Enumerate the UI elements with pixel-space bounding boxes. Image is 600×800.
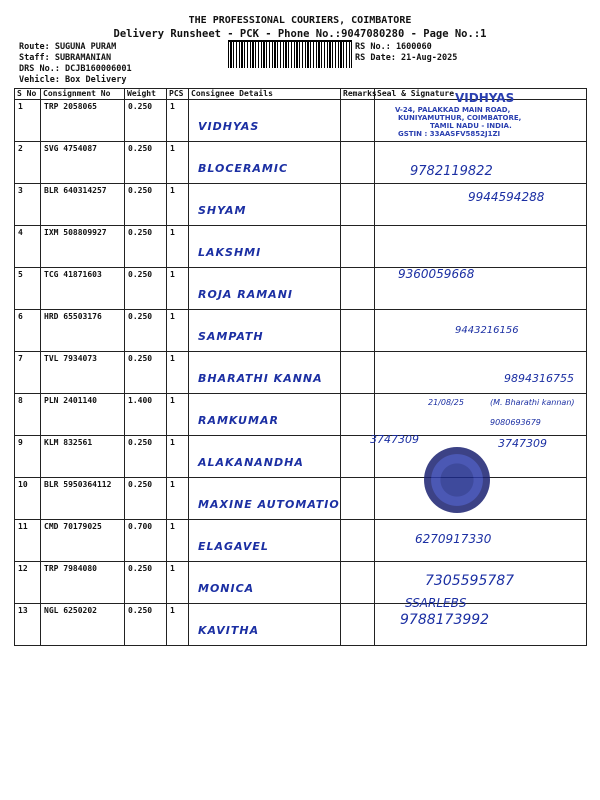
- row-weight: 0.250: [125, 268, 167, 310]
- runsheet-meta-left: [19, 42, 132, 86]
- row-remarks: [341, 268, 375, 310]
- row-sno: 5: [15, 268, 41, 310]
- handwritten-consignee-name: BLOCERAMIC: [198, 162, 289, 175]
- stamp-address-3: TAMIL NADU - INDIA.: [430, 122, 512, 130]
- table-row: [15, 268, 587, 310]
- phone-row-2: 9782119822: [410, 164, 493, 179]
- table-row: [15, 226, 587, 268]
- row-pcs: 1: [167, 100, 189, 142]
- col-pcs: PCS: [167, 89, 189, 100]
- row-weight: 0.250: [125, 310, 167, 352]
- row-consignment-no: PLN 2401140: [41, 394, 125, 436]
- phone-row-7: 9894316755: [504, 372, 574, 385]
- table-row: [15, 520, 587, 562]
- row-consignment-no: CMD 70179025: [41, 520, 125, 562]
- round-seal-image: [424, 447, 490, 513]
- row-consignment-no: BLR 640314257: [41, 184, 125, 226]
- row-sno: 11: [15, 520, 41, 562]
- row-consignment-no: KLM 832561: [41, 436, 125, 478]
- row-remarks: [341, 562, 375, 604]
- row-consignment-no: IXM 508809927: [41, 226, 125, 268]
- row-consignment-no: TCG 41871603: [41, 268, 125, 310]
- vehicle-field: Vehicle: Box Delivery: [19, 75, 127, 85]
- handwritten-consignee-name: ROJA RAMANI: [198, 288, 293, 301]
- row-pcs: 1: [167, 226, 189, 268]
- row-sno: 3: [15, 184, 41, 226]
- row-consignee: [189, 604, 341, 646]
- row-consignment-no: TVL 7934073: [41, 352, 125, 394]
- row-remarks: [341, 520, 375, 562]
- row-consignment-no: BLR 5950364112: [41, 478, 125, 520]
- handwritten-consignee-name: ALAKANANDHA: [198, 456, 304, 469]
- name-row-13: SSARLEBS: [405, 596, 467, 610]
- row-pcs: 1: [167, 184, 189, 226]
- row-consignee: [189, 184, 341, 226]
- row-consignee: [189, 520, 341, 562]
- row-consignee: [189, 436, 341, 478]
- table-row: [15, 352, 587, 394]
- row-sno: 1: [15, 100, 41, 142]
- row-sno: 7: [15, 352, 41, 394]
- row-weight: 0.250: [125, 226, 167, 268]
- row-sno: 4: [15, 226, 41, 268]
- row-remarks: [341, 310, 375, 352]
- row-pcs: 1: [167, 268, 189, 310]
- row-weight: 0.700: [125, 520, 167, 562]
- row-consignment-no: TRP 2058065: [41, 100, 125, 142]
- row-sno: 8: [15, 394, 41, 436]
- phone-row-6: 9443216156: [455, 325, 519, 336]
- row-weight: 1.400: [125, 394, 167, 436]
- row-pcs: 1: [167, 604, 189, 646]
- row-consignee: [189, 268, 341, 310]
- row-sno: 10: [15, 478, 41, 520]
- barcode-image: [228, 42, 352, 68]
- row-weight: 0.250: [125, 100, 167, 142]
- row-pcs: 1: [167, 310, 189, 352]
- row-pcs: 1: [167, 352, 189, 394]
- stamp-address-2: KUNIYAMUTHUR, COIMBATORE,: [398, 114, 522, 122]
- receiver-row-8: (M. Bharathi kannan): [490, 398, 575, 407]
- handwritten-consignee-name: LAKSHMI: [198, 246, 262, 259]
- runsheet-meta-right: [355, 42, 457, 64]
- runsheet-table: [14, 88, 587, 646]
- phone-row-12: 7305595787: [425, 573, 515, 589]
- handwritten-consignee-name: VIDHYAS: [198, 120, 260, 133]
- row-remarks: [341, 226, 375, 268]
- handwritten-consignee-name: SAMPATH: [198, 330, 264, 343]
- row-weight: 0.250: [125, 436, 167, 478]
- row-weight: 0.250: [125, 478, 167, 520]
- rs-number-field: RS No.: 1600060: [355, 42, 432, 52]
- handwritten-consignee-name: RAMKUMAR: [198, 414, 279, 427]
- row-consignee: [189, 394, 341, 436]
- row-consignment-no: TRP 7984080: [41, 562, 125, 604]
- col-consignment: Consignment No: [41, 89, 125, 100]
- row-pcs: 1: [167, 436, 189, 478]
- row-remarks: [341, 394, 375, 436]
- table-row: [15, 478, 587, 520]
- row-consignment-no: HRD 65503176: [41, 310, 125, 352]
- runsheet-subtitle: Delivery Runsheet - PCK - Phone No.:9047080280 - Page No.:1: [113, 28, 487, 40]
- row-consignee: [189, 142, 341, 184]
- row-remarks: [341, 100, 375, 142]
- row-remarks: [341, 184, 375, 226]
- handwritten-consignee-name: SHYAM: [198, 204, 247, 217]
- handwritten-consignee-name: BHARATHI KANNA: [198, 372, 323, 385]
- handwritten-consignee-name: MAXINE AUTOMATIO: [198, 498, 340, 511]
- stamp-gstin: GSTIN : 33AASFV5852J1ZI: [398, 130, 501, 138]
- phone-row-3: 9944594288: [468, 190, 545, 204]
- col-signature: Seal & Signature: [375, 89, 587, 100]
- row-weight: 0.250: [125, 562, 167, 604]
- row-signature: [375, 226, 587, 268]
- phone-row-8: 9080693679: [490, 418, 541, 427]
- row-weight: 0.250: [125, 352, 167, 394]
- company-title: THE PROFESSIONAL COURIERS, COIMBATORE: [188, 15, 412, 26]
- row-remarks: [341, 142, 375, 184]
- row-remarks: [341, 478, 375, 520]
- row-pcs: 1: [167, 520, 189, 562]
- row-pcs: 1: [167, 478, 189, 520]
- handwritten-consignee-name: MONICA: [198, 582, 255, 595]
- row-consignee: [189, 310, 341, 352]
- row-consignee: [189, 226, 341, 268]
- row-remarks: [341, 604, 375, 646]
- rs-date-field: RS Date: 21-Aug-2025: [355, 53, 458, 63]
- handwritten-consignee-name: ELAGAVEL: [198, 540, 269, 553]
- row-weight: 0.250: [125, 142, 167, 184]
- drs-field: DRS No.: DCJB160006001: [19, 64, 132, 74]
- table-row: [15, 142, 587, 184]
- row-consignment-no: NGL 6250202: [41, 604, 125, 646]
- col-remarks: Remarks: [341, 89, 375, 100]
- row-consignment-no: SVG 4754087: [41, 142, 125, 184]
- row-consignee: [189, 478, 341, 520]
- col-weight: Weight: [125, 89, 167, 100]
- stamp-name: VIDHYAS: [455, 91, 515, 105]
- row-weight: 0.250: [125, 184, 167, 226]
- row-consignee: [189, 100, 341, 142]
- row-pcs: 1: [167, 142, 189, 184]
- row-pcs: 1: [167, 394, 189, 436]
- row-sno: 13: [15, 604, 41, 646]
- row-sno: 12: [15, 562, 41, 604]
- code-row-9b: 3747309: [498, 437, 547, 450]
- staff-field: Staff: SUBRAMANIAN: [19, 53, 112, 63]
- row-consignee: [189, 562, 341, 604]
- row-remarks: [341, 352, 375, 394]
- row-sno: 2: [15, 142, 41, 184]
- row-sno: 6: [15, 310, 41, 352]
- phone-row-13: 9788173992: [400, 612, 490, 628]
- col-sno: S No: [15, 89, 41, 100]
- col-consignee: Consignee Details: [189, 89, 341, 100]
- stamp-address-1: V-24, PALAKKAD MAIN ROAD,: [395, 106, 511, 114]
- row-sno: 9: [15, 436, 41, 478]
- phone-row-5: 9360059668: [398, 267, 475, 281]
- date-row-8: 21/08/25: [428, 398, 464, 407]
- code-row-9a: 3747309: [370, 433, 419, 446]
- route-field: Route: SUGUNA PURAM: [19, 42, 117, 52]
- row-weight: 0.250: [125, 604, 167, 646]
- handwritten-consignee-name: KAVITHA: [198, 624, 260, 637]
- table-row: [15, 604, 587, 646]
- row-pcs: 1: [167, 562, 189, 604]
- phone-row-11: 6270917330: [415, 532, 492, 546]
- row-consignee: [189, 352, 341, 394]
